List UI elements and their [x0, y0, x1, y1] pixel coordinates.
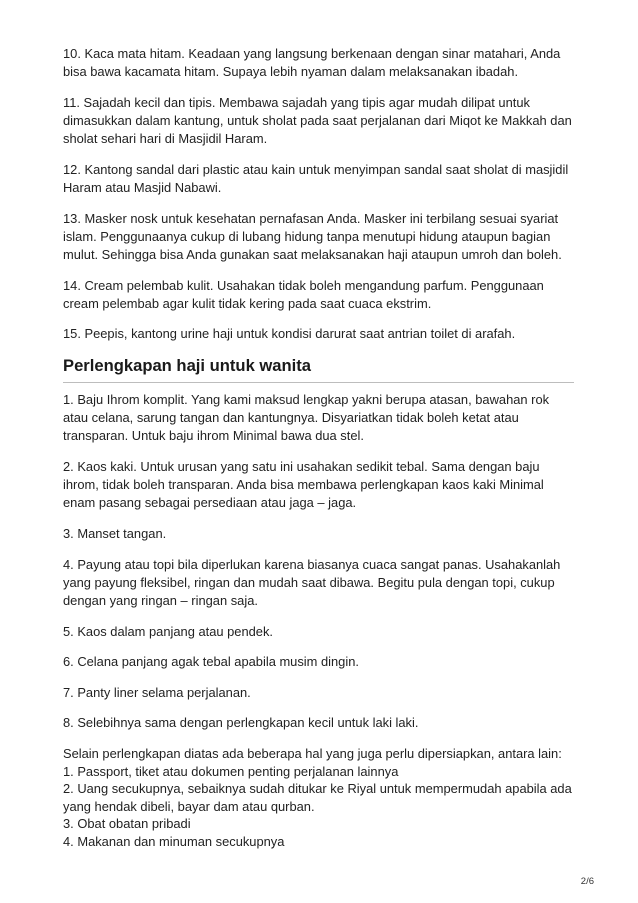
closing-item-4: 4. Makanan dan minuman secukupnya	[63, 833, 285, 849]
women-item-4: 4. Payung atau topi bila diperlukan karena biasanya cuaca sangat panas. Usahakanlah yang payung fleksibel, ringan dan mudah saat dibawa. Begitu pula dengan topi, cukup dengan yang ringan – ringan saja.	[63, 556, 561, 608]
closing-item-3: 3. Obat obatan pribadi	[63, 816, 191, 832]
list-item-10: 10. Kaca mata hitam. Keadaan yang langsung berkenaan dengan sinar matahari, Anda bisa bawa kacamata hitam. Supaya lebih nyaman dalam melaksanakan ibadah.	[63, 46, 561, 80]
closing-item-2: 2. Uang secukupnya, sebaiknya sudah ditukar ke Riyal untuk mempermudah apabila ada yang hendak dibeli, bayar dam atau qurban.	[63, 781, 572, 814]
list-item-15: 15. Peepis, kantong urine haji untuk kondisi darurat saat antrian toilet di arafah.	[63, 326, 516, 342]
women-item-1: 1. Baju Ihrom komplit. Yang kami maksud lengkap yakni berupa atasan, bawahan rok atau celana, sarung tangan dan kantungnya. Disyariatkan tidak boleh ketat atau transparan. Untuk baju ihrom Minimal bawa dua stel.	[63, 391, 550, 444]
list-item-12: 12. Kantong sandal dari plastic atau kain untuk menyimpan sandal saat sholat di masjidil Haram atau Masjid Nabawi.	[63, 161, 569, 195]
women-item-6: 6. Celana panjang agak tebal apabila musim dingin.	[63, 654, 359, 670]
closing-intro: Selain perlengkapan diatas ada beberapa hal yang juga perlu dipersiapkan, antara lain:	[63, 745, 562, 761]
list-item-11: 11. Sajadah kecil dan tipis. Membawa sajadah yang tipis agar mudah dilipat untuk dimasukkan dalam kantung, untuk sholat pada saat perjalanan dari Miqot ke Makkah dan sholat sehari hari di Masjidil Haram.	[63, 94, 572, 147]
women-item-2: 2. Kaos kaki. Untuk urusan yang satu ini usahakan sedikit tebal. Sama dengan baju ihrom, tidak boleh transparan. Anda bisa membawa perlengkapan kaos kaki Minimal enam pasang sebagai persediaan atau jaga – jaga.	[63, 458, 544, 511]
section-heading: Perlengkapan haji untuk wanita	[63, 355, 312, 375]
women-item-7: 7. Panty liner selama perjalanan.	[63, 684, 251, 700]
women-item-3: 3. Manset tangan.	[63, 525, 167, 541]
page-number: 2/6	[580, 876, 594, 887]
section-divider	[63, 382, 574, 383]
list-item-14: 14. Cream pelembab kulit. Usahakan tidak boleh mengandung parfum. Penggunaan cream pelembab agar kulit tidak kering pada saat cuaca ekstrim.	[63, 277, 544, 311]
women-item-5: 5. Kaos dalam panjang atau pendek.	[63, 623, 273, 639]
closing-block	[63, 745, 575, 851]
list-item-13: 13. Masker nosk untuk kesehatan pernafasan Anda. Masker ini terbilang sesuai syariat islam. Penggunaanya cukup di lubang hidung tanpa menutupi hidung ataupun bagian mulut. Sehingga bisa Anda gunakan saat melaksanakan haji ataupun umroh dan boleh.	[63, 210, 562, 262]
document-page	[63, 45, 575, 851]
closing-item-1: 1. Passport, tiket atau dokumen penting perjalanan lainnya	[63, 763, 399, 779]
women-item-8: 8. Selebihnya sama dengan perlengkapan kecil untuk laki laki.	[63, 715, 419, 731]
